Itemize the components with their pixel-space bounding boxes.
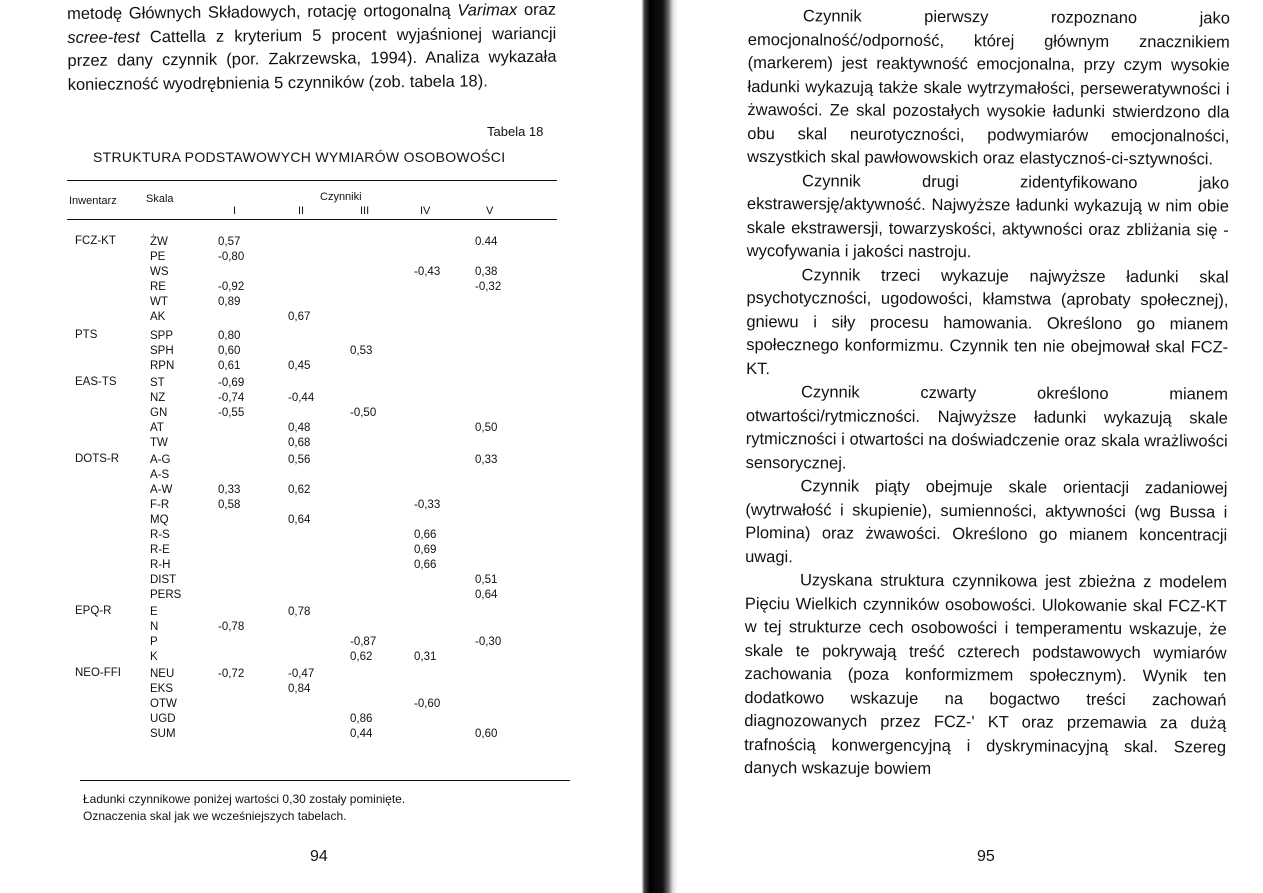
loading-cell: 0,64 [288, 514, 311, 526]
loading-cell: -0,32 [475, 281, 502, 293]
inventory-label: PTS [75, 329, 98, 341]
header-factor-4: IV [420, 205, 431, 217]
inventory-label: FCZ-KT [75, 235, 116, 247]
scale-label: GN [150, 407, 168, 419]
scale-label: EKS [150, 683, 174, 695]
header-factors: Czynniki [320, 191, 362, 203]
loading-cell: 0,51 [475, 574, 498, 586]
scale-label: A-G [150, 454, 171, 466]
loading-cell: 0,61 [218, 360, 241, 372]
loading-cell: 0,58 [218, 499, 241, 511]
loading-cell: -0,72 [218, 668, 245, 680]
right-page-text [744, 5, 1230, 783]
inventory-label: DOTS-R [75, 453, 120, 465]
loading-cell: 0,69 [414, 544, 437, 556]
paragraph-factor-3: Czynnik trzeci wykazuje najwyższe ładunki skal psychotyczności, ugodowości, kłamstwa (aprobaty społecznej), gniewu i siły procesu hamowania. Określono go mianem społecznego konformizmu. Czynnik ten nie obejmował skal FCZ-KT. [746, 265, 1229, 378]
scale-label: NEU [150, 668, 175, 680]
loading-cell: 0,78 [288, 606, 311, 618]
intro-text-varimax: Varimax [457, 1, 518, 20]
scale-label: PE [150, 251, 166, 263]
paragraph-factor-1: Czynnik pierwszy rozpoznano jako emocjonalność/odporność, której głównym znacznikiem (markerem) jest reaktywność emocjonalna, przy czym wysokie ładunki wykazują także skale wytrzymałości, perseweratywności i żwawości. Ze skal pozostałych wysokie ładunki stwierdzono dla obu skal neurotyczności, podwymiarów emocjonalności, wszystkich skal pawłowowskich oraz elastycznoś-ci-sztywności. [747, 7, 1230, 169]
scale-label: K [150, 651, 158, 663]
scale-label: A-W [150, 484, 173, 496]
loading-cell: 0,86 [350, 713, 373, 725]
scale-label: SPP [150, 330, 174, 342]
intro-text-and: oraz [517, 0, 557, 20]
scale-label: RPN [150, 360, 175, 372]
scale-label: SUM [150, 728, 176, 740]
header-factor-5: V [486, 205, 494, 217]
scale-label: SPH [150, 345, 174, 357]
intro-text-scree: scree-test [67, 27, 140, 47]
loading-cell: 0,64 [475, 589, 498, 601]
scale-label: UGD [150, 713, 176, 725]
loading-cell: -0,50 [350, 407, 377, 419]
loading-cell: -0,92 [218, 281, 245, 293]
loading-cell: -0,74 [218, 392, 245, 404]
scale-label: PERS [150, 589, 182, 601]
loading-cell: -0,44 [288, 392, 315, 404]
intro-text-start: metodę Głównych Składowych, rotację ortogonalną [67, 1, 451, 23]
page-number-left: 94 [310, 848, 328, 865]
loading-cell: 0,56 [288, 454, 311, 466]
loading-cell: 0,31 [414, 651, 437, 663]
loading-cell: 0,60 [475, 728, 498, 740]
loading-cell: 0,66 [414, 559, 437, 571]
loading-cell: 0.44 [475, 236, 498, 248]
scale-label: AK [150, 311, 166, 323]
scale-label: NZ [150, 392, 166, 404]
page-number-right: 95 [977, 848, 995, 865]
scale-label: AT [150, 422, 164, 434]
loading-cell: -0,78 [218, 621, 245, 633]
loading-cell: -0,33 [414, 499, 441, 511]
loading-cell: 0,57 [218, 236, 241, 248]
table-footnote-1: Ładunki czynnikowe poniżej wartości 0,30 zostały pominięte. [83, 792, 406, 806]
loading-cell: 0,80 [218, 330, 241, 342]
scale-label: P [150, 636, 158, 648]
loading-cell: 0,33 [475, 454, 498, 466]
scale-label: TW [150, 437, 168, 449]
header-scale: Skala [146, 193, 174, 205]
loading-cell: 0,44 [350, 728, 373, 740]
paragraph-conclusion: Uzyskana struktura czynnikowa jest zbieżna z modelem Pięciu Wielkich czynników osobowości. Ulokowanie skal FCZ-KT w tej strukturze cech osobowości i temperamentu wskazuje, że skale te pokrywają treść czterech podstawowych wymiarów zachowania (poza konformizmem społecznym). Wynik ten dodatkowo wskazuje na bogactwo treści zachowań diagnozowanych przez FCZ-' KT oraz przemawia za dużą trafnością konwergencyjną i dyskryminacyjną skal. Szereg danych wskazuje bowiem [743, 571, 1228, 778]
loading-cell: 0,66 [414, 529, 437, 541]
scale-label: R-S [150, 529, 170, 541]
inventory-label: EPQ-R [75, 605, 112, 617]
loading-cell: -0,80 [218, 251, 245, 263]
scale-label: ST [150, 377, 165, 389]
loading-cell: -0,30 [475, 636, 502, 648]
paragraph-factor-4: Czynnik czwarty określono mianem otwartości/rytmiczności. Najwyższe ładunki wykazują skale rytmiczności i otwartości na doświadczenie oraz skala wrażliwości sensorycznej. [745, 383, 1229, 473]
loading-cell: -0,43 [414, 266, 441, 278]
loading-cell: 0,48 [288, 422, 311, 434]
scale-label: E [150, 606, 158, 618]
scale-label: WS [150, 266, 169, 278]
loading-cell: 0,53 [350, 345, 373, 357]
intro-text-end: Cattella z kryterium 5 procent wyjaśnionej wariancji przez dany czynnik (por. Zakrzewska, 1994). Analiza wykazała konieczność wyodrębnienia 5 czynników (zob. tabela 18). [67, 24, 557, 94]
loading-cell: 0,84 [288, 683, 311, 695]
book-gutter [636, 0, 682, 893]
table-title: STRUKTURA PODSTAWOWYCH WYMIARÓW OSOBOWOŚCI [93, 149, 506, 165]
scale-label: ŻW [150, 236, 168, 248]
scale-label: MQ [150, 514, 169, 526]
paragraph-factor-2: Czynnik drugi zidentyfikowano jako ekstrawersję/aktywność. Najwyższe ładunki wykazują w nim obie skale ekstrawersji, towarzyskości, aktywności oraz zbliżania się - wycofywania i jakości nastroju. [746, 171, 1230, 262]
scale-label: OTW [150, 698, 177, 710]
scale-label: F-R [150, 499, 170, 511]
header-inventory: Inwentarz [69, 195, 117, 207]
loading-cell: -0,55 [218, 407, 245, 419]
loading-cell: 0,62 [288, 484, 311, 496]
scale-label: A-S [150, 469, 170, 481]
inventory-label: NEO-FFI [75, 667, 121, 679]
loading-cell: -0,69 [218, 377, 245, 389]
inventory-label: EAS-TS [75, 376, 117, 388]
table-label: Tabela 18 [487, 124, 544, 139]
loading-cell: -0,60 [414, 698, 441, 710]
table-footnote-2: Oznaczenia skal jak we wcześniejszych tabelach. [83, 809, 347, 823]
loading-cell: 0,62 [350, 651, 373, 663]
scale-label: R-E [150, 544, 170, 556]
loading-cell: 0,60 [218, 345, 241, 357]
scale-label: R-H [150, 559, 171, 571]
loading-cell: 0,33 [218, 484, 241, 496]
loading-cell: 0,67 [288, 311, 311, 323]
paragraph-factor-5: Czynnik piąty obejmuje skale orientacji zadaniowej (wytrwałość i skupienie), sumienności, aktywności (wg Bussa i Plomina) oraz żwawości. Określono go mianem koncentracji uwagi. [745, 477, 1228, 566]
loading-cell: 0,45 [288, 360, 311, 372]
scale-label: WT [150, 296, 168, 308]
header-factor-1: I [233, 205, 237, 217]
header-factor-3: III [360, 205, 370, 217]
scale-label: DIST [150, 574, 177, 586]
scale-label: N [150, 621, 159, 633]
loading-cell: 0,50 [475, 422, 498, 434]
loading-cell: 0,89 [218, 296, 241, 308]
loading-cell: 0,68 [288, 437, 311, 449]
header-factor-2: II [298, 205, 305, 217]
loading-cell: -0,47 [288, 668, 315, 680]
loading-cell: 0,38 [475, 266, 498, 278]
scale-label: RE [150, 281, 166, 293]
loading-cell: -0,87 [350, 636, 377, 648]
